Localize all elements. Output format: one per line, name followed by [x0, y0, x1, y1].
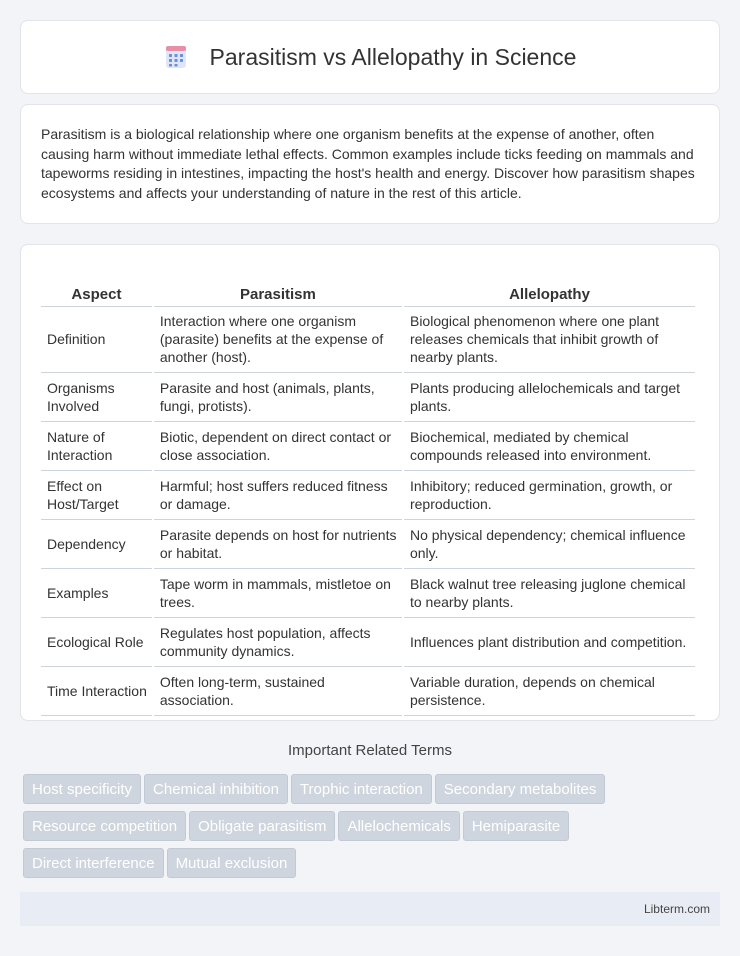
related-term-tag[interactable]: Resource competition [23, 811, 186, 841]
table-row [41, 618, 695, 667]
related-term-tag[interactable]: Host specificity [23, 774, 141, 804]
table-cell-aspect: Definition [41, 307, 152, 373]
table-cell-aspect: Effect on Host/Target [41, 471, 152, 520]
table-row [41, 667, 695, 716]
comparison-table [39, 265, 697, 716]
table-cell-parasitism: Biotic, dependent on direct contact or close association. [154, 422, 402, 471]
table-cell-parasitism: Harmful; host suffers reduced fitness or damage. [154, 471, 402, 520]
table-cell-aspect: Nature of Interaction [41, 422, 152, 471]
table-row [41, 471, 695, 520]
table-row [41, 520, 695, 569]
related-term-tag[interactable]: Mutual exclusion [167, 848, 297, 878]
table-row [41, 422, 695, 471]
table-cell-parasitism: Parasite and host (animals, plants, fungi, protists). [154, 373, 402, 422]
footer-site-link[interactable]: Libterm.com [643, 902, 710, 916]
table-cell-allelopathy: Variable duration, depends on chemical persistence. [404, 667, 695, 716]
related-term-tag[interactable]: Trophic interaction [291, 774, 432, 804]
column-header: Parasitism [154, 265, 402, 307]
related-term-tag[interactable]: Direct interference [23, 848, 164, 878]
table-cell-parasitism: Tape worm in mammals, mistletoe on trees. [154, 569, 402, 618]
table-cell-allelopathy: No physical dependency; chemical influence only. [404, 520, 695, 569]
related-term-tag[interactable]: Allelochemicals [338, 811, 459, 841]
page-title: Parasitism vs Allelopathy in Science [209, 43, 577, 70]
title-card [20, 20, 720, 94]
table-cell-allelopathy: Inhibitory; reduced germination, growth, or reproduction. [404, 471, 695, 520]
column-header: Allelopathy [404, 265, 695, 307]
related-terms-heading: Important Related Terms [288, 742, 452, 759]
related-term-tag[interactable]: Hemiparasite [463, 811, 569, 841]
table-cell-parasitism: Interaction where one organism (parasite) benefits at the expense of another (host). [154, 307, 402, 373]
table-cell-aspect: Ecological Role [41, 618, 152, 667]
related-terms-list [23, 774, 723, 885]
table-cell-allelopathy: Biological phenomenon where one plant releases chemicals that inhibit growth of nearby plants. [404, 307, 695, 373]
table-cell-allelopathy: Biochemical, mediated by chemical compounds released into environment. [404, 422, 695, 471]
intro-card [20, 104, 720, 224]
intro-paragraph: Parasitism is a biological relationship where one organism benefits at the expense of another, often causing harm without immediate lethal effects. Common examples include ticks feeding on mammals and tapeworms residing in intestines, impacting the host's health and energy. Discover how parasitism shapes ecosystems and affects your understanding of nature in the rest of this article. [41, 126, 695, 201]
footer [20, 892, 720, 926]
table-cell-allelopathy: Influences plant distribution and competition. [404, 618, 695, 667]
table-cell-parasitism: Parasite depends on host for nutrients or habitat. [154, 520, 402, 569]
table-cell-aspect: Time Interaction [41, 667, 152, 716]
grid-document-icon [164, 45, 188, 69]
column-header: Aspect [41, 265, 152, 307]
related-term-tag[interactable]: Secondary metabolites [435, 774, 606, 804]
related-term-tag[interactable]: Chemical inhibition [144, 774, 288, 804]
table-row [41, 569, 695, 618]
table-row [41, 373, 695, 422]
table-cell-aspect: Dependency [41, 520, 152, 569]
related-term-tag[interactable]: Obligate parasitism [189, 811, 335, 841]
table-header-row [41, 265, 695, 307]
table-cell-allelopathy: Plants producing allelochemicals and target plants. [404, 373, 695, 422]
table-cell-allelopathy: Black walnut tree releasing juglone chemical to nearby plants. [404, 569, 695, 618]
table-cell-aspect: Organisms Involved [41, 373, 152, 422]
table-row [41, 307, 695, 373]
table-cell-parasitism: Often long-term, sustained association. [154, 667, 402, 716]
table-cell-parasitism: Regulates host population, affects community dynamics. [154, 618, 402, 667]
table-cell-aspect: Examples [41, 569, 152, 618]
comparison-table-card [20, 244, 720, 721]
